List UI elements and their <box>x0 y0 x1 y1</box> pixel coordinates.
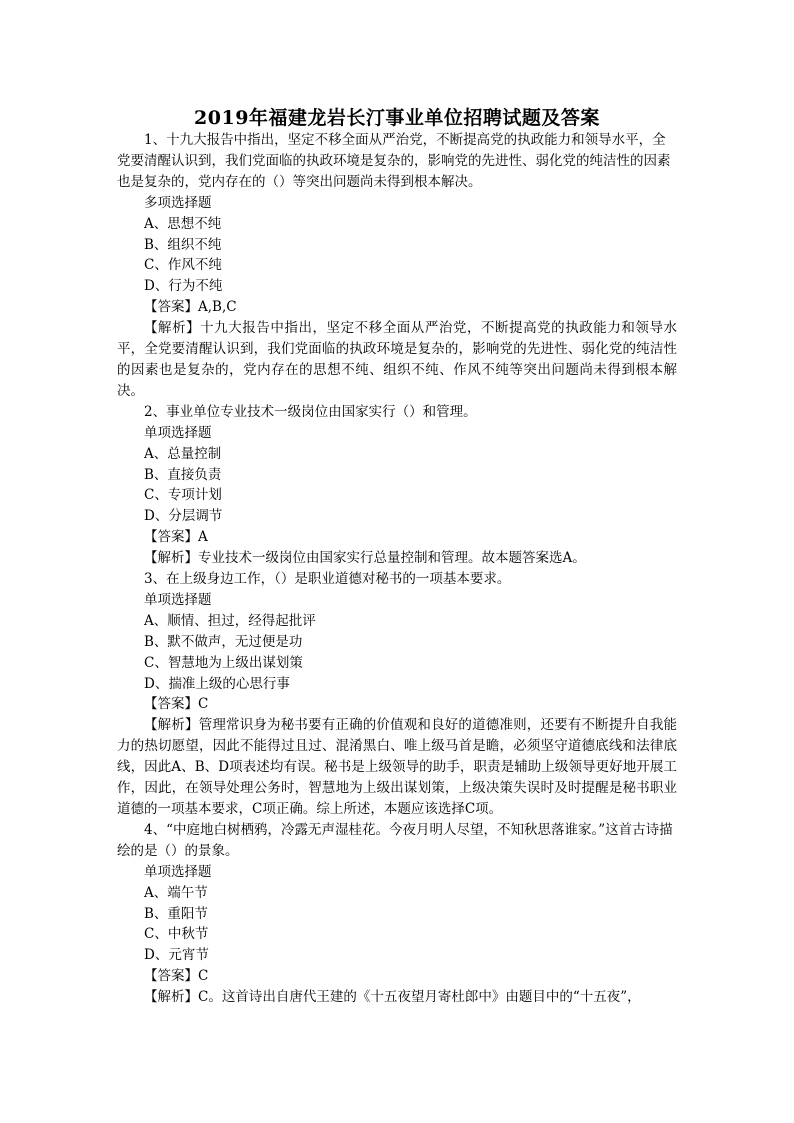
option-c: C、智慧地为上级出谋划策 <box>144 654 303 671</box>
answer-value: C <box>198 968 209 985</box>
answer-label: 【答案】 <box>144 968 198 985</box>
option-c: C、专项计划 <box>144 487 222 504</box>
option-b: B、直接负责 <box>144 466 222 483</box>
option-a: A、端午节 <box>144 884 208 901</box>
explanation-text: 管理常识身为秘书要有正确的价值观和良好的道德准则，还要有不断提升自我能力的热切愿望，因此不能得过且过、混淆黑白、唯上级马首是瞻，必须坚守道德底线和法律底线，因此A、B、D项表述均有误。秘书是上级领导的助手，职责是辅助上级领导更好地开展工作，因此，在领导处理公务时，智慧地为上级出谋划策，上级决策失误时及时提醒是秘书职业道德的一项基本要求，C项正确。综上所述，本题应该选择C项。 <box>117 717 678 817</box>
option-d: D、揣准上级的心思行事 <box>144 675 290 692</box>
explanation-text: 专业技术一级岗位由国家实行总量控制和管理。故本题答案选A。 <box>198 550 586 567</box>
answer-label: 【答案】 <box>144 696 198 713</box>
explanation-label: 【解析】 <box>144 717 199 734</box>
question-stem: 1、十九大报告中指出，坚定不移全面从严治党，不断提高党的执政能力和领导水平，全党要清醒认识到，我们党面临的执政环境是复杂的，影响党的先进性、弱化党的纯洁性的因素也是复杂的，党内存在的（）等突出问题尚未得到根本解决。 <box>117 132 671 190</box>
question-2 <box>117 402 677 569</box>
question-type: 单项选择题 <box>144 863 212 880</box>
answer-label: 【答案】 <box>144 299 198 316</box>
option-d: D、分层调节 <box>144 508 223 525</box>
question-4 <box>117 820 677 1008</box>
answer-label: 【答案】 <box>144 529 198 546</box>
option-d: D、元宵节 <box>144 947 209 964</box>
answer-line <box>117 297 677 318</box>
option-d: D、行为不纯 <box>144 278 223 295</box>
option-c: C、中秋节 <box>144 926 209 943</box>
answer-line <box>117 527 677 548</box>
answer-line <box>117 694 677 715</box>
explanation <box>117 548 677 569</box>
explanation-label: 【解析】 <box>144 989 198 1006</box>
option-a: A、顺情、担过，经得起批评 <box>144 612 316 629</box>
question-stem: 4、“中庭地白树栖鸦，冷露无声湿桂花。今夜月明人尽望，不知秋思落谁家。”这首古诗描绘的是（）的景象。 <box>117 821 673 859</box>
question-type: 多项选择题 <box>144 194 212 211</box>
document-body <box>117 130 677 1008</box>
answer-value: A,B,C <box>198 299 237 316</box>
option-b: B、重阳节 <box>144 905 208 922</box>
explanation-label: 【解析】 <box>144 550 198 567</box>
explanation-text: 十九大报告中指出，坚定不移全面从严治党，不断提高党的执政能力和领导水平，全党要清醒认识到，我们党面临的执政环境是复杂的，影响党的先进性、弱化党的纯洁性的因素也是复杂的，党内存在的思想不纯、组织不纯、作风不纯等突出问题尚未得到根本解决。 <box>117 320 678 399</box>
option-b: B、组织不纯 <box>144 236 222 253</box>
answer-value: C <box>198 696 209 713</box>
option-b: B、默不做声，无过便是功 <box>144 633 303 650</box>
question-type: 单项选择题 <box>144 424 212 441</box>
explanation <box>117 318 677 402</box>
explanation <box>117 987 677 1008</box>
explanation <box>117 715 677 820</box>
option-c: C、作风不纯 <box>144 257 222 274</box>
question-type: 单项选择题 <box>144 591 212 608</box>
option-a: A、总量控制 <box>144 445 222 462</box>
option-a: A、思想不纯 <box>144 215 222 232</box>
question-stem: 2、事业单位专业技术一级岗位由国家实行（）和管理。 <box>144 403 477 420</box>
explanation-label: 【解析】 <box>144 320 201 337</box>
question-stem: 3、在上级身边工作，（）是职业道德对秘书的一项基本要求。 <box>144 571 511 588</box>
question-3 <box>117 569 677 820</box>
explanation-text: C。这首诗出自唐代王建的《十五夜望月寄杜郎中》由题目中的“十五夜”， <box>198 989 641 1006</box>
question-1 <box>117 130 677 402</box>
page-title: 2019年福建龙岩长汀事业单位招聘试题及答案 <box>194 107 600 129</box>
answer-line <box>117 966 677 987</box>
answer-value: A <box>198 529 208 546</box>
